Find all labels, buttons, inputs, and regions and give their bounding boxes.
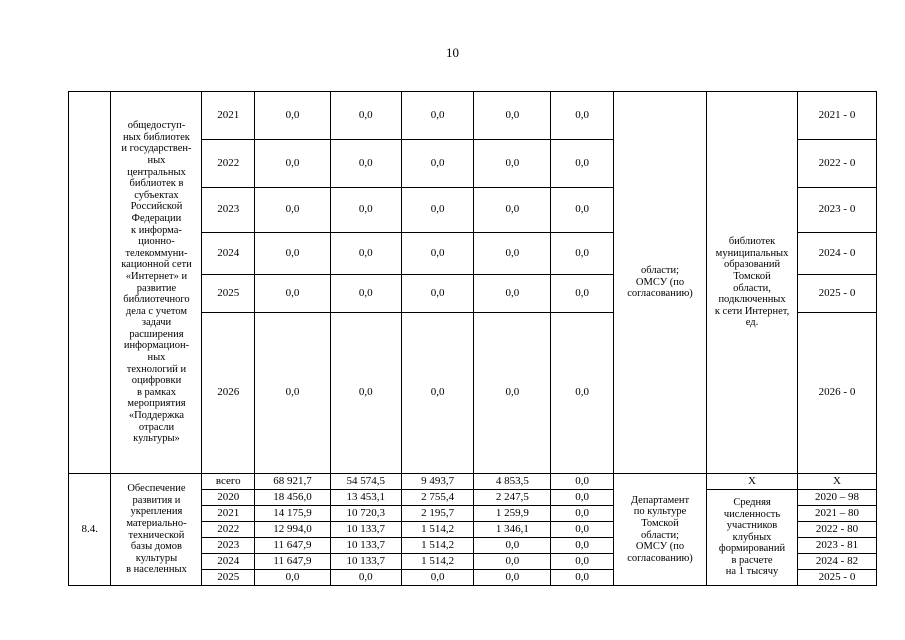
total-funding-cell: 12 994,0 [255,522,331,538]
total-funding-cell: 0,0 [255,570,331,586]
funding-cell: 0,0 [551,275,614,313]
funding-cell: 0,0 [551,570,614,586]
funding-cell: 2 247,5 [474,490,551,506]
funding-cell: 0,0 [330,570,401,586]
funding-cell: 0,0 [401,570,474,586]
target-value-cell: 2025 - 0 [798,570,877,586]
funding-cell: 0,0 [551,538,614,554]
target-value-cell: 2022 - 80 [798,522,877,538]
total-funding-cell: 14 175,9 [255,506,331,522]
executor-text: Департамент по культуре Томской области; ОМСУ (по согласованию) [627,494,693,564]
indicator-text: библиотек муниципальных образований Томской области, подключенных к сети Интернет, ед. [714,236,790,329]
funding-cell: 0,0 [551,490,614,506]
total-funding-cell: 0,0 [255,188,331,233]
year-cell: 2021 [202,92,255,140]
total-funding-cell: 11 647,9 [255,554,331,570]
total-funding-cell: 0,0 [255,140,331,188]
measure-name-cell [111,474,202,586]
funding-cell: 0,0 [474,188,551,233]
indicator-cell [707,92,798,474]
indicator-x-cell: Х [707,474,798,490]
funding-cell: 0,0 [474,538,551,554]
executor-cell [614,92,707,474]
total-funding-cell: 11 647,9 [255,538,331,554]
target-value-cell: Х [798,474,877,490]
funding-cell: 0,0 [474,313,551,474]
funding-cell: 0,0 [551,140,614,188]
funding-cell: 0,0 [330,313,401,474]
indicator-text: Средняя численность участников клубных формирований в расчете на 1 тысячу [718,496,786,578]
target-value-cell: 2020 – 98 [798,490,877,506]
funding-cell: 0,0 [401,313,474,474]
executor-cell [614,474,707,586]
table-row [69,474,877,490]
funding-cell: 0,0 [551,554,614,570]
funding-cell: 0,0 [551,92,614,140]
total-funding-cell: 0,0 [255,313,331,474]
year-cell: 2022 [202,522,255,538]
program-measures-table [68,91,877,586]
funding-cell: 0,0 [401,92,474,140]
year-cell: 2023 [202,538,255,554]
table-row [69,92,877,140]
measure-name: Обеспечение развития и укрепления материально- технической базы домов культуры в населенных [126,483,187,576]
year-cell: 2024 [202,554,255,570]
total-funding-cell: 0,0 [255,275,331,313]
funding-cell: 10 133,7 [330,538,401,554]
measure-name: общедоступ- ных библиотек и государствен- ных центральных библиотек в субъектах Российской Федерации к информа- ционно- телекоммуни- кационной сети «Интернет» и развитие библиотечного дела с учетом задачи расширения информацион- ных технологий и оцифровки в рамках мероприятия «Поддержка отрасли культуры» [121,120,192,445]
funding-cell: 0,0 [401,233,474,275]
funding-cell: 0,0 [551,522,614,538]
year-cell: 2025 [202,275,255,313]
funding-cell: 0,0 [330,92,401,140]
year-cell: всего [202,474,255,490]
funding-cell: 0,0 [551,506,614,522]
total-funding-cell: 0,0 [255,92,331,140]
year-cell: 2026 [202,313,255,474]
funding-cell: 0,0 [401,140,474,188]
funding-cell: 1 514,2 [401,538,474,554]
funding-cell: 0,0 [474,554,551,570]
item-number-cell: 8.4. [69,474,111,586]
funding-cell: 10 133,7 [330,522,401,538]
target-value-cell: 2024 - 82 [798,554,877,570]
funding-cell: 0,0 [330,275,401,313]
target-value-cell: 2025 - 0 [798,275,877,313]
target-value-cell: 2026 - 0 [798,313,877,474]
funding-cell: 0,0 [401,188,474,233]
year-cell: 2021 [202,506,255,522]
funding-cell: 0,0 [551,233,614,275]
total-funding-cell: 18 456,0 [255,490,331,506]
funding-cell: 0,0 [401,275,474,313]
funding-cell: 10 720,3 [330,506,401,522]
page-number: 10 [446,45,459,60]
funding-cell: 10 133,7 [330,554,401,570]
funding-cell: 1 514,2 [401,522,474,538]
target-value-cell: 2021 - 0 [798,92,877,140]
total-funding-cell: 0,0 [255,233,331,275]
total-funding-cell: 68 921,7 [255,474,331,490]
funding-cell: 2 195,7 [401,506,474,522]
funding-cell: 0,0 [551,188,614,233]
funding-cell: 0,0 [330,188,401,233]
target-value-cell: 2023 - 0 [798,188,877,233]
indicator-cell [707,490,798,586]
year-cell: 2022 [202,140,255,188]
executor-text: области; ОМСУ (по согласованию) [627,265,693,300]
funding-cell: 0,0 [551,474,614,490]
funding-cell: 1 514,2 [401,554,474,570]
funding-cell: 1 346,1 [474,522,551,538]
measure-name-cell [111,92,202,474]
target-value-cell: 2024 - 0 [798,233,877,275]
funding-cell: 0,0 [551,313,614,474]
target-value-cell: 2023 - 81 [798,538,877,554]
funding-cell: 0,0 [330,233,401,275]
funding-cell: 0,0 [474,570,551,586]
target-value-cell: 2021 – 80 [798,506,877,522]
funding-cell: 1 259,9 [474,506,551,522]
funding-cell: 0,0 [474,233,551,275]
item-number-cell [69,92,111,474]
year-cell: 2023 [202,188,255,233]
funding-cell: 13 453,1 [330,490,401,506]
target-value-cell: 2022 - 0 [798,140,877,188]
year-cell: 2024 [202,233,255,275]
funding-cell: 2 755,4 [401,490,474,506]
funding-cell: 9 493,7 [401,474,474,490]
year-cell: 2025 [202,570,255,586]
funding-cell: 4 853,5 [474,474,551,490]
funding-cell: 0,0 [330,140,401,188]
funding-cell: 0,0 [474,275,551,313]
funding-cell: 0,0 [474,140,551,188]
funding-cell: 54 574,5 [330,474,401,490]
year-cell: 2020 [202,490,255,506]
funding-cell: 0,0 [474,92,551,140]
